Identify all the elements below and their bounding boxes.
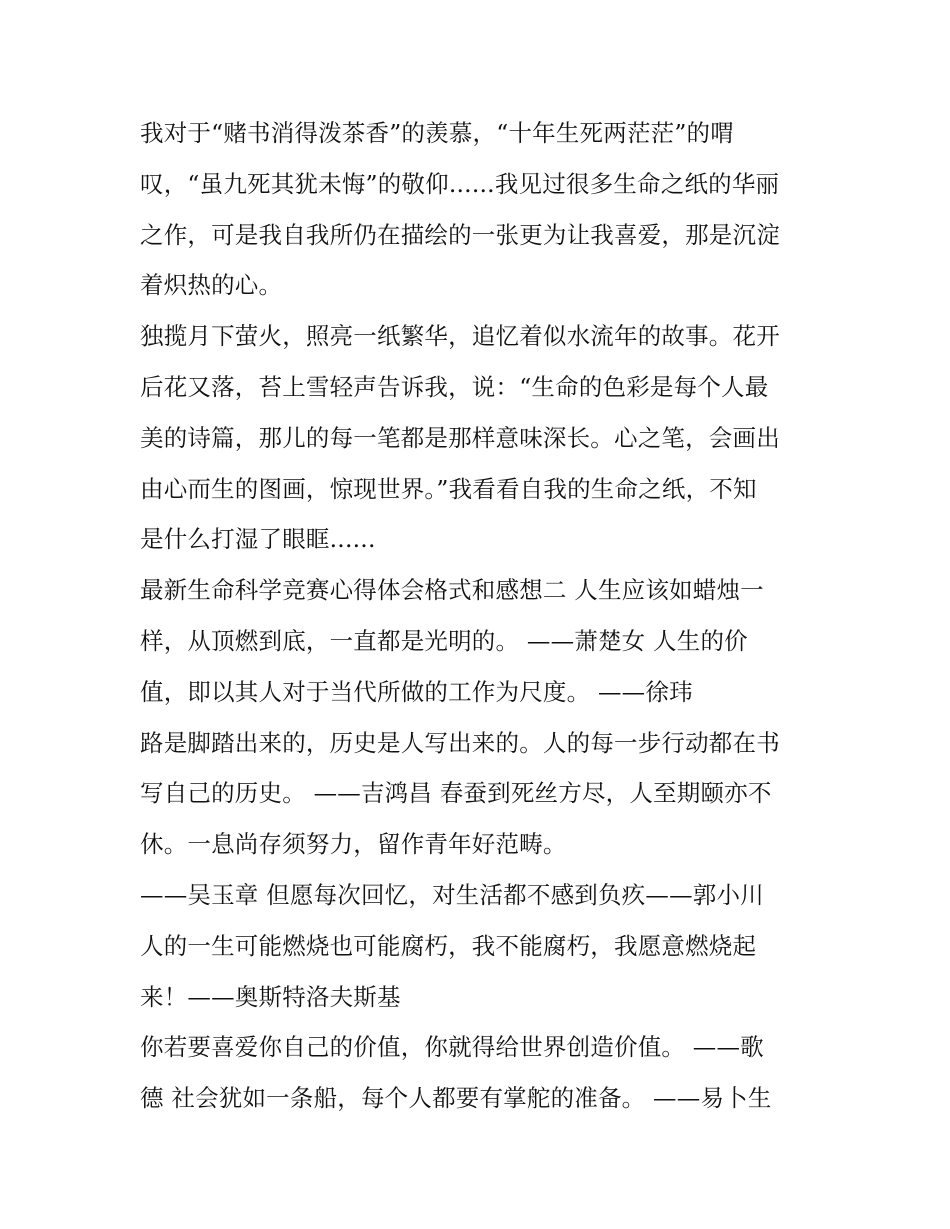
text-line: 样，从顶燃到底，一直都是光明的。 ——萧楚女 人生的价 <box>140 626 748 655</box>
text-line: 后花又落，苔上雪轻声告诉我，说：“生命的色彩是每个人最 <box>140 372 769 401</box>
text-line: 叹，“虽九死其犹未悔”的敬仰......我见过很多生命之纸的华丽 <box>140 169 780 198</box>
text-line: 最新生命科学竞赛心得体会格式和感想二 人生应该如蜡烛一 <box>140 576 764 605</box>
text-line: 美的诗篇，那儿的每一笔都是那样意味深长。心之笔，会画出 <box>140 423 780 452</box>
text-line: 来！——奥斯特洛夫斯基 <box>140 982 401 1011</box>
document-body <box>140 108 820 1124</box>
text-line: 你若要喜爱你自己的价值，你就得给世界创造价值。 ——歌 <box>140 1033 764 1062</box>
text-line: ——吴玉章 但愿每次回忆，对生活都不感到负疚——郭小川 <box>140 880 764 909</box>
text-line: 是什么打湿了眼眶...... <box>140 525 376 554</box>
text-line: 独揽月下萤火，照亮一纸繁华，追忆着似水流年的故事。花开 <box>140 322 780 351</box>
text-line: 之作，可是我自我所仍在描绘的一张更为让我喜爱，那是沉淀 <box>140 220 780 249</box>
text-line: 由心而生的图画，惊现世界。”我看看自我的生命之纸，不知 <box>140 474 757 503</box>
text-line: 人的一生可能燃烧也可能腐朽，我不能腐朽，我愿意燃烧起 <box>140 931 757 960</box>
text-line: 我对于“赌书消得泼茶香”的羡慕，“十年生死两茫茫”的喟 <box>140 119 734 147</box>
text-line: 写自己的历史。 ——吉鸿昌 春蚕到死丝方尽，人至期颐亦不 <box>140 779 772 808</box>
text-line: 路是脚踏出来的，历史是人写出来的。人的每一步行动都在书 <box>140 728 780 757</box>
text-line: 着炽热的心。 <box>140 271 283 300</box>
text-line: 德 社会犹如一条船，每个人都要有掌舵的准备。 ——易卜生 <box>140 1084 772 1113</box>
text-line: 休。一息尚存须努力，留作青年好范畴。 <box>140 830 567 859</box>
text-line: 值，即以其人对于当代所做的工作为尺度。 ——徐玮 <box>140 677 693 706</box>
